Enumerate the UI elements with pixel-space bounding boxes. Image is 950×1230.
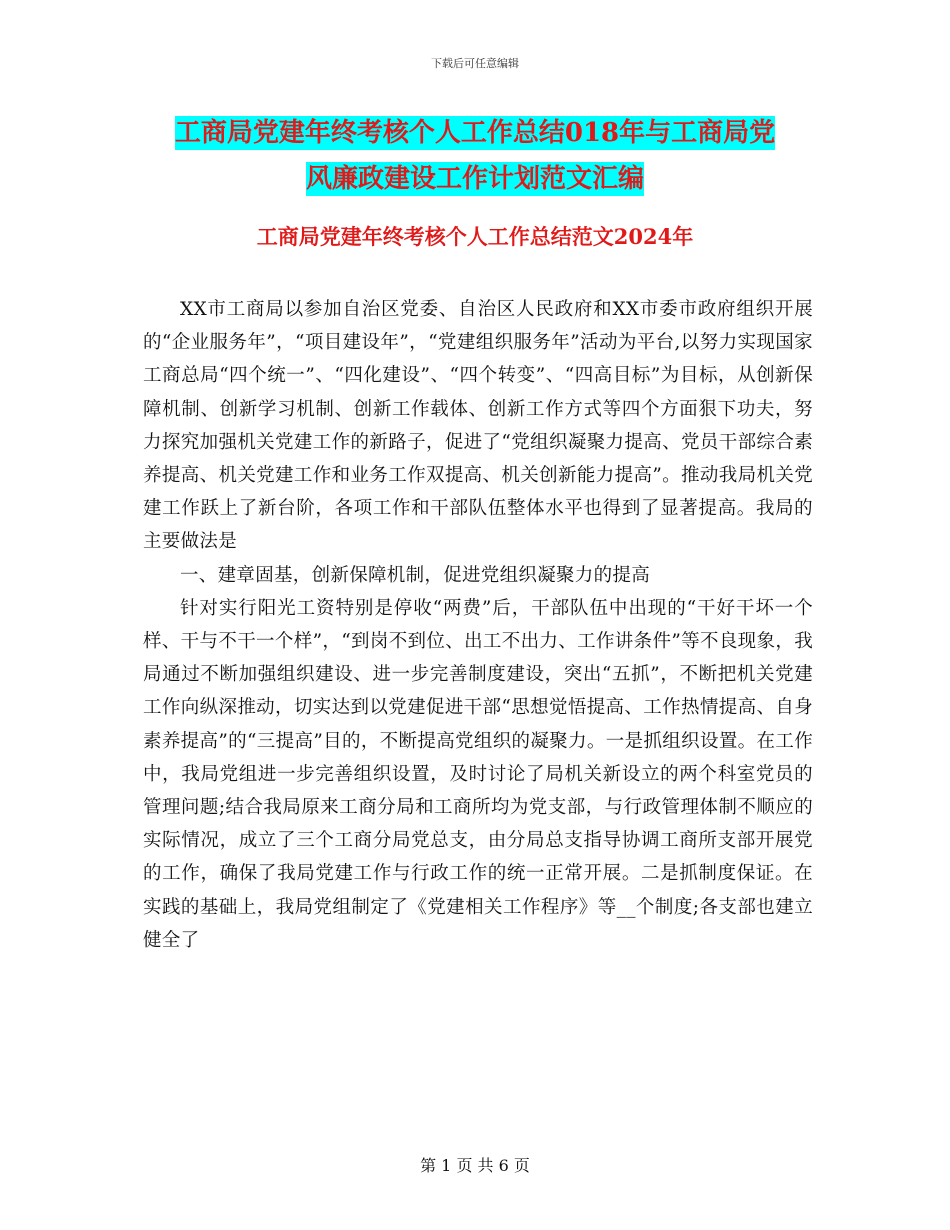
section-title: 工商局党建年终考核个人工作总结范文2024年 xyxy=(256,224,694,249)
paragraph-intro: XX市工商局以参加自治区党委、自治区人民政府和XX市委市政府组织开展的“企业服务年”，“项目建设年”，“党建组织服务年”活动为平台,以努力实现国家工商总局“四个统一”、“四化建设”、“四个转变”、“四高目标”为目标，从创新保障机制、创新学习机制、创新工作载体、创新工作方式等四个方面狠下功夫，努力探究加强机关党建工作的新路子，促进了“党组织凝聚力提高、党员干部综合素养提高、机关党建工作和业务工作双提高、机关创新能力提高”。推动我局机关党建工作跃上了新台阶，各项工作和干部队伍整体水平也得到了显著提高。我局的主要做法是 xyxy=(143,299,813,553)
title-line-1: 工商局党建年终考核个人工作总结018年与工商局党 xyxy=(174,118,776,148)
header-note: 下载后可任意编辑 xyxy=(431,57,519,70)
page-footer: 第 1 页 共 6 页 xyxy=(420,1156,530,1175)
paragraph-heading-1: 一、建章固基，创新保障机制，促进党组织凝聚力的提高 xyxy=(180,564,651,586)
title-line-2: 风廉政建设工作计划范文汇编 xyxy=(305,164,644,194)
body-text xyxy=(143,293,813,957)
document-title xyxy=(0,110,950,202)
paragraph-detail: 针对实行阳光工资特别是停收“两费”后，干部队伍中出现的“干好干坏一个样、干与不干一个样”，“到岗不到位、出工不出力、工作讲条件”等不良现象，我局通过不断加强组织建设、进一步完善制度建设，突出“五抓”，不断把机关党建工作向纵深推动，切实达到以党建促进干部“思想觉悟提高、工作热情提高、自身素养提高”的“三提高”目的，不断提高党组织的凝聚力。一是抓组织设置。在工作中，我局党组进一步完善组织设置，及时讨论了局机关新设立的两个科室党员的管理问题;结合我局原来工商分局和工商所均为党支部，与行政管理体制不顺应的实际情况，成立了三个工商分局党总支，由分局总支指导协调工商所支部开展党的工作，确保了我局党建工作与行政工作的统一正常开展。二是抓制度保证。在实践的基础上，我局党组制定了《党建相关工作程序》等__个制度;各支部也建立健全了 xyxy=(143,597,813,951)
